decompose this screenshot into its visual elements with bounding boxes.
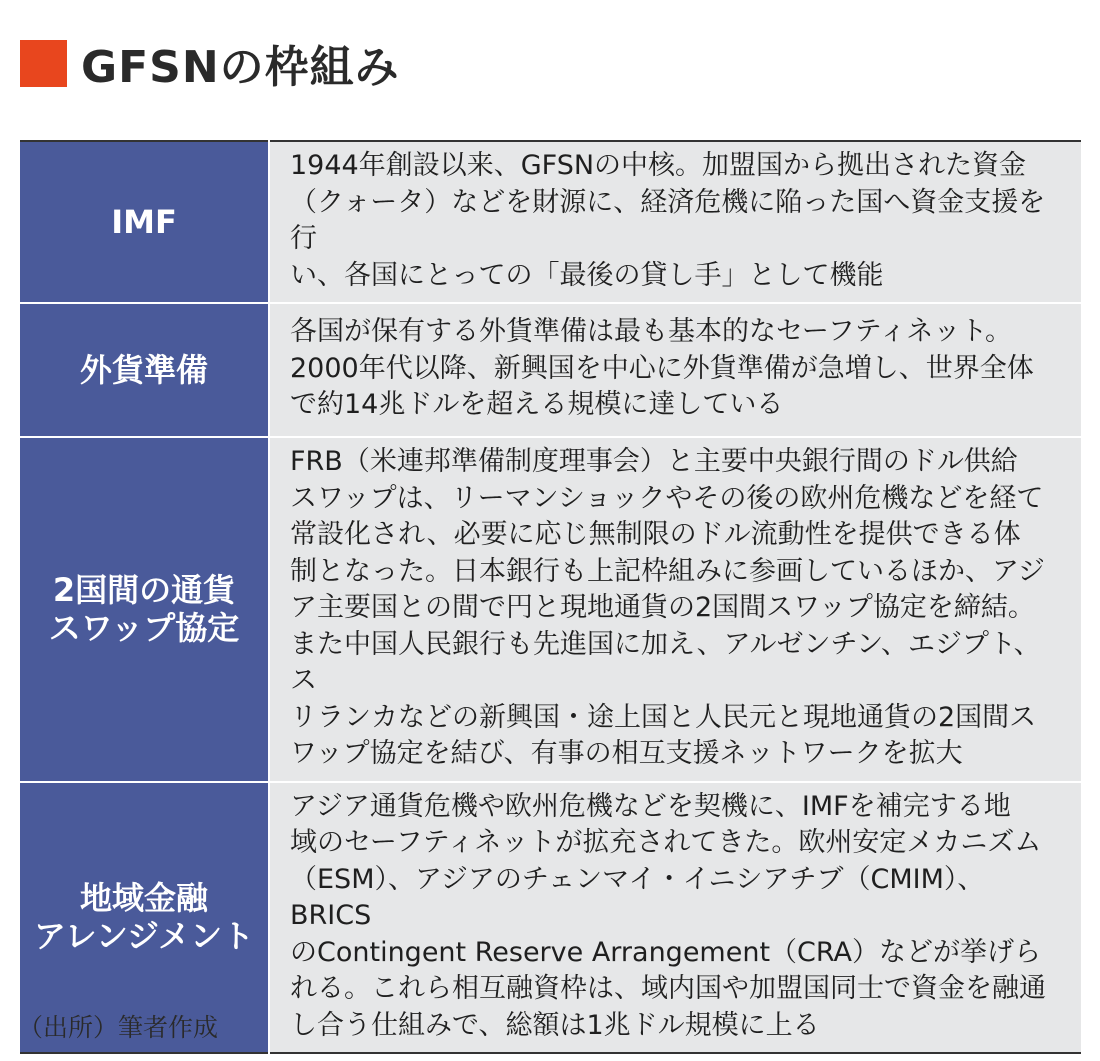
row-label: 地域金融 アレンジメント [20, 782, 269, 1054]
row-label: IMF [20, 141, 269, 303]
table-row-imf [20, 141, 1081, 303]
row-description: アジア通貨危機や欧州危機などを契機に、IMFを補完する地 域のセーフティネットが拡充されてきた。欧州安定メカニズム （ESM）、アジアのチェンマイ・イニシアチブ（CMIM）、BRICS のContingent Reserve Arrangement（CRA）などが挙げら れる。これら相互融資枠は、域内国や加盟国同士で資金を融通 し合う仕組みで、総額は1兆ドル規模に上る [269, 782, 1081, 1054]
row-description: FRB（米連邦準備制度理事会）と主要中央銀行間のドル供給 スワップは、リーマンショックやその後の欧州危機などを経て 常設化され、必要に応じ無制限のドル流動性を提供できる体 制となった。日本銀行も上記枠組みに参画しているほか、アジ ア主要国との間で円と現地通貨の2国間スワップ協定を締結。 また中国人民銀行も先進国に加え、アルゼンチン、エジプト、ス リランカなどの新興国・途上国と人民元と現地通貨の2国間ス ワップ協定を結び、有事の相互支援ネットワークを拡大 [269, 437, 1081, 782]
page-title: GFSNの枠組み [81, 42, 400, 93]
row-label: 2国間の通貨 スワップ協定 [20, 437, 269, 782]
table-row-fx-reserves [20, 303, 1081, 437]
figure-title [20, 38, 400, 93]
row-label: 外貨準備 [20, 303, 269, 437]
row-description: 各国が保有する外貨準備は最も基本的なセーフティネット。 2000年代以降、新興国を中心に外貨準備が急増し、世界全体 で約14兆ドルを超える規模に達している [269, 303, 1081, 437]
title-marker-square [20, 40, 67, 87]
gfsn-framework-table [20, 140, 1081, 1054]
row-description: 1944年創設以来、GFSNの中核。加盟国から拠出された資金 （クォータ）などを財源に、経済危機に陥った国へ資金支援を行 い、各国にとっての「最後の貸し手」として機能 [269, 141, 1081, 303]
table-row-bilateral-swaps [20, 437, 1081, 782]
source-note: （出所）筆者作成 [18, 1013, 219, 1042]
